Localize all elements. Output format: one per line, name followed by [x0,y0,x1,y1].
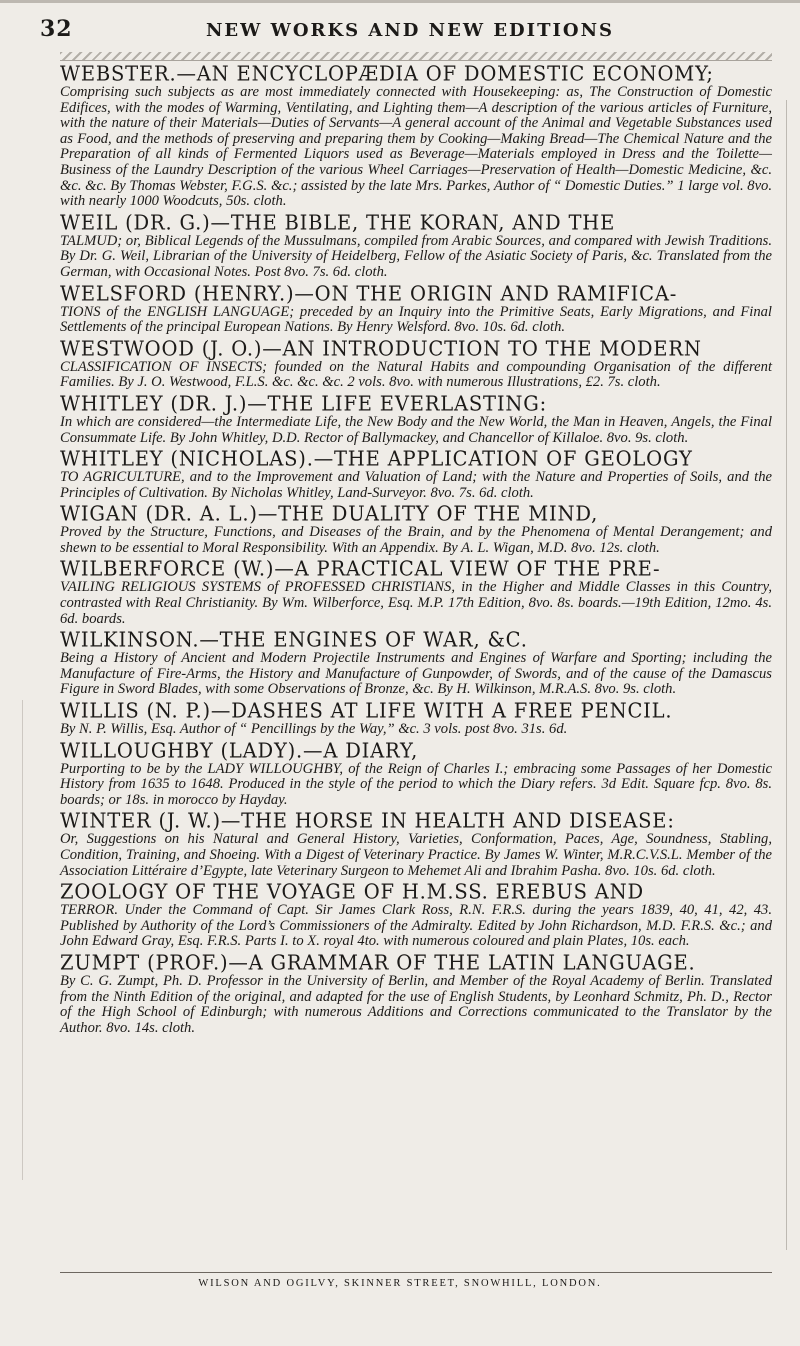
entry-description: TALMUD; or, Biblical Legends of the Mussulmans, compiled from Arabic Sources, and compared with Jewish Traditions. By Dr. G. Weil, Librarian of the University of Heidelberg, Fellow of the Asiatic Society of Paris, &c. Translated from the German, with Occasional Notes. Post 8vo. 7s. 6d. cloth. [60,232,772,280]
entry-description: Comprising such subjects as are most immediately connected with Housekeeping: as, The Construction of Domestic Edifices, with the modes of Warming, Ventilating, and Lighting them—A description of the various articles of Furniture, with the nature of their Materials—Duties of Servants—A general account of the Animal and Vegetable Substances used as Food, and the methods of preserving and preparing them by Cooking—Making Bread—The Chemical Nature and the Preparation of all kinds of Fermented Liquors used as Beverage—Materials employed in Dress and the Toilette—Business of the Laundry Description of the various Wheel Carriages—Preservation of Health—Domestic Medicine, &c. &c. &c. By Thomas Webster, F.G.S. &c.; assisted by the late Mrs. Parkes, Author of “ Domestic Duties.” 1 large vol. 8vo. with nearly 1000 Woodcuts, 50s. cloth. [60,84,772,210]
footer-rule [60,1272,772,1273]
entry-description: In which are considered—the Intermediate Life, the New Body and the New World, the Man in Heaven, Angels, the Final Consummate Life. By John Whitley, D.D. Rector of Ballymackey, and Chancellor of Killaloe. 8vo. 9s. cloth. [60,413,772,446]
catalogue-entry [60,557,772,627]
ornament-rule [60,52,772,60]
catalogue-entry [60,699,772,738]
entry-description: Or, Suggestions on his Natural and General History, Varieties, Conformation, Paces, Age, Soundness, Stabling, Condition, Training, and Shoeing. With a Digest of Veterinary Practice. By James W. Winter, M.R.C.V.S.L. Member of the Association Littéraire d’Egypte, late Veterinary Surgeon to Mehemet Ali and Ibrahim Pasha. 8vo. 10s. 6d. cloth. [60,831,772,879]
catalogue-entry [60,628,772,698]
entry-heading: WHITLEY (DR. J.)—THE LIFE EVERLASTING: [60,391,547,416]
entry-description: TERROR. Under the Command of Capt. Sir James Clark Ross, R.N. F.R.S. during the years 1839, 40, 41, 42, 43. Published by Authority of the Lord’s Commissioners of the Admiralty. Edited by John Richardson, M.D. F.R.S. &c.; and John Edward Gray, Esq. F.R.S. Parts I. to X. royal 4to. with numerous coloured and plain Plates, 10s. each. [60,902,772,950]
entry-heading: WILBERFORCE (W.)—A PRACTICAL VIEW OF THE PRE- [60,556,661,582]
page-footer [0,1272,800,1298]
entry-description: Purporting to be by the LADY WILLOUGHBY, of the Reign of Charles I.; embracing some Passages of her Domestic History from 1635 to 1648. Produced in the style of the period to which the Diary refers. 3d Edit. Square fcp. 8vo. 8s. boards; or 18s. in morocco by Hayday. [60,760,772,808]
catalogue-entry [60,502,772,556]
catalogue-entry [60,951,772,1036]
printer-imprint: WILSON AND OGILVY, SKINNER STREET, SNOWHILL, LONDON. [198,1278,602,1289]
entry-description: TO AGRICULTURE, and to the Improvement and Valuation of Land; with the Nature and Properties of Soils, and the Principles of Cultivation. By Nicholas Whitley, Land-Surveyor. 8vo. 7s. 6d. cloth. [60,469,772,501]
running-title: NEW WORKS AND NEW EDITIONS [205,20,615,41]
catalogue-entry [60,392,772,446]
binding-shadow [786,100,787,1250]
entry-description: VAILING RELIGIOUS SYSTEMS of PROFESSED CHRISTIANS, in the Higher and Middle Classes in this Country, contrasted with Real Christianity. By Wm. Wilberforce, Esq. M.P. 17th Edition, 8vo. 8s. boards.—19th Edition, 12mo. 4s. 6d. boards. [60,579,772,627]
page-header [40,14,770,44]
entry-heading: WHITLEY (NICHOLAS).—THE APPLICATION OF GEOLOGY [60,446,693,471]
catalogue-entry [60,211,772,281]
entry-heading: ZUMPT (PROF.)—A GRAMMAR OF THE LATIN LANGUAGE. [60,950,696,975]
entry-heading: WEIL (DR. G.)—THE BIBLE, THE KORAN, AND THE [60,210,616,235]
page-number: 32 [40,16,73,42]
entry-heading: WINTER (J. W.)—THE HORSE IN HEALTH AND DISEASE: [60,808,675,833]
catalogue-entry [60,880,772,950]
entry-heading: WEBSTER.—AN ENCYCLOPÆDIA OF DOMESTIC ECONOMY; [60,61,714,86]
entry-description: By C. G. Zumpt, Ph. D. Professor in the University of Berlin, and Member of the Royal Academy of Berlin. Translated from the Ninth Edition of the original, and adapted for the use of English Students, by Leonhard Schmitz, Ph. D., Rector of the High School of Edinburgh; with numerous Additions and Corrections communicated to the Translator by the Author. 8vo. 14s. cloth. [60,972,772,1036]
catalogue-entry [60,282,772,336]
entry-heading: WILKINSON.—THE ENGINES OF WAR, &C. [60,627,528,652]
top-edge [0,0,800,3]
entries-list [60,62,772,1037]
catalogue-entry [60,447,772,501]
entry-description: Proved by the Structure, Functions, and Diseases of the Brain, and by the Phenomena of Mental Derangement; and shewn to be essential to Moral Responsibility. With an Appendix. By A. L. Wigan, M.D. 8vo. 12s. cloth. [60,524,772,556]
entry-heading: WIGAN (DR. A. L.)—THE DUALITY OF THE MIND, [60,501,599,526]
entry-heading: WELSFORD (HENRY.)—ON THE ORIGIN AND RAMIFICA- [60,280,678,306]
entry-description: Being a History of Ancient and Modern Projectile Instruments and Engines of Warfare and Sporting; including the Manufacture of Fire-Arms, the History and Manufacture of Gunpowder, of Swords, and of the cause of the Damascus Figure in Sword Blades, with some Observations of Bronze, &c. By H. Wilkinson, M.R.A.S. 8vo. 9s. cloth. [60,650,772,698]
entry-description: CLASSIFICATION OF INSECTS; founded on the Natural Habits and compounding Organisation of the different Families. By J. O. Westwood, F.L.S. &c. &c. &c. 2 vols. 8vo. with numerous Illustrations, £2. 7s. cloth. [60,358,772,391]
entry-heading: ZOOLOGY OF THE VOYAGE OF H.M.SS. EREBUS AND [60,879,644,904]
catalogue-entry [60,809,772,879]
catalogue-entry [60,337,772,391]
entry-description: TIONS of the ENGLISH LANGUAGE; preceded by an Inquiry into the Primitive Seats, Early Migrations, and Final Settlements of the principal European Nations. By Henry Welsford. 8vo. 10s. 6d. cloth. [60,303,772,336]
catalogue-entry [60,739,772,809]
margin-mark [22,700,23,1180]
catalogue-entry [60,62,772,210]
entry-heading: WILLOUGHBY (LADY).—A DIARY, [60,738,419,763]
entry-heading: WILLIS (N. P.)—DASHES AT LIFE WITH A FREE PENCIL. [60,698,673,723]
entry-description: By N. P. Willis, Esq. Author of “ Pencillings by the Way,” &c. 3 vols. post 8vo. 31s. 6d. [60,721,568,738]
entry-heading: WESTWOOD (J. O.)—AN INTRODUCTION TO THE MODERN [60,336,702,361]
